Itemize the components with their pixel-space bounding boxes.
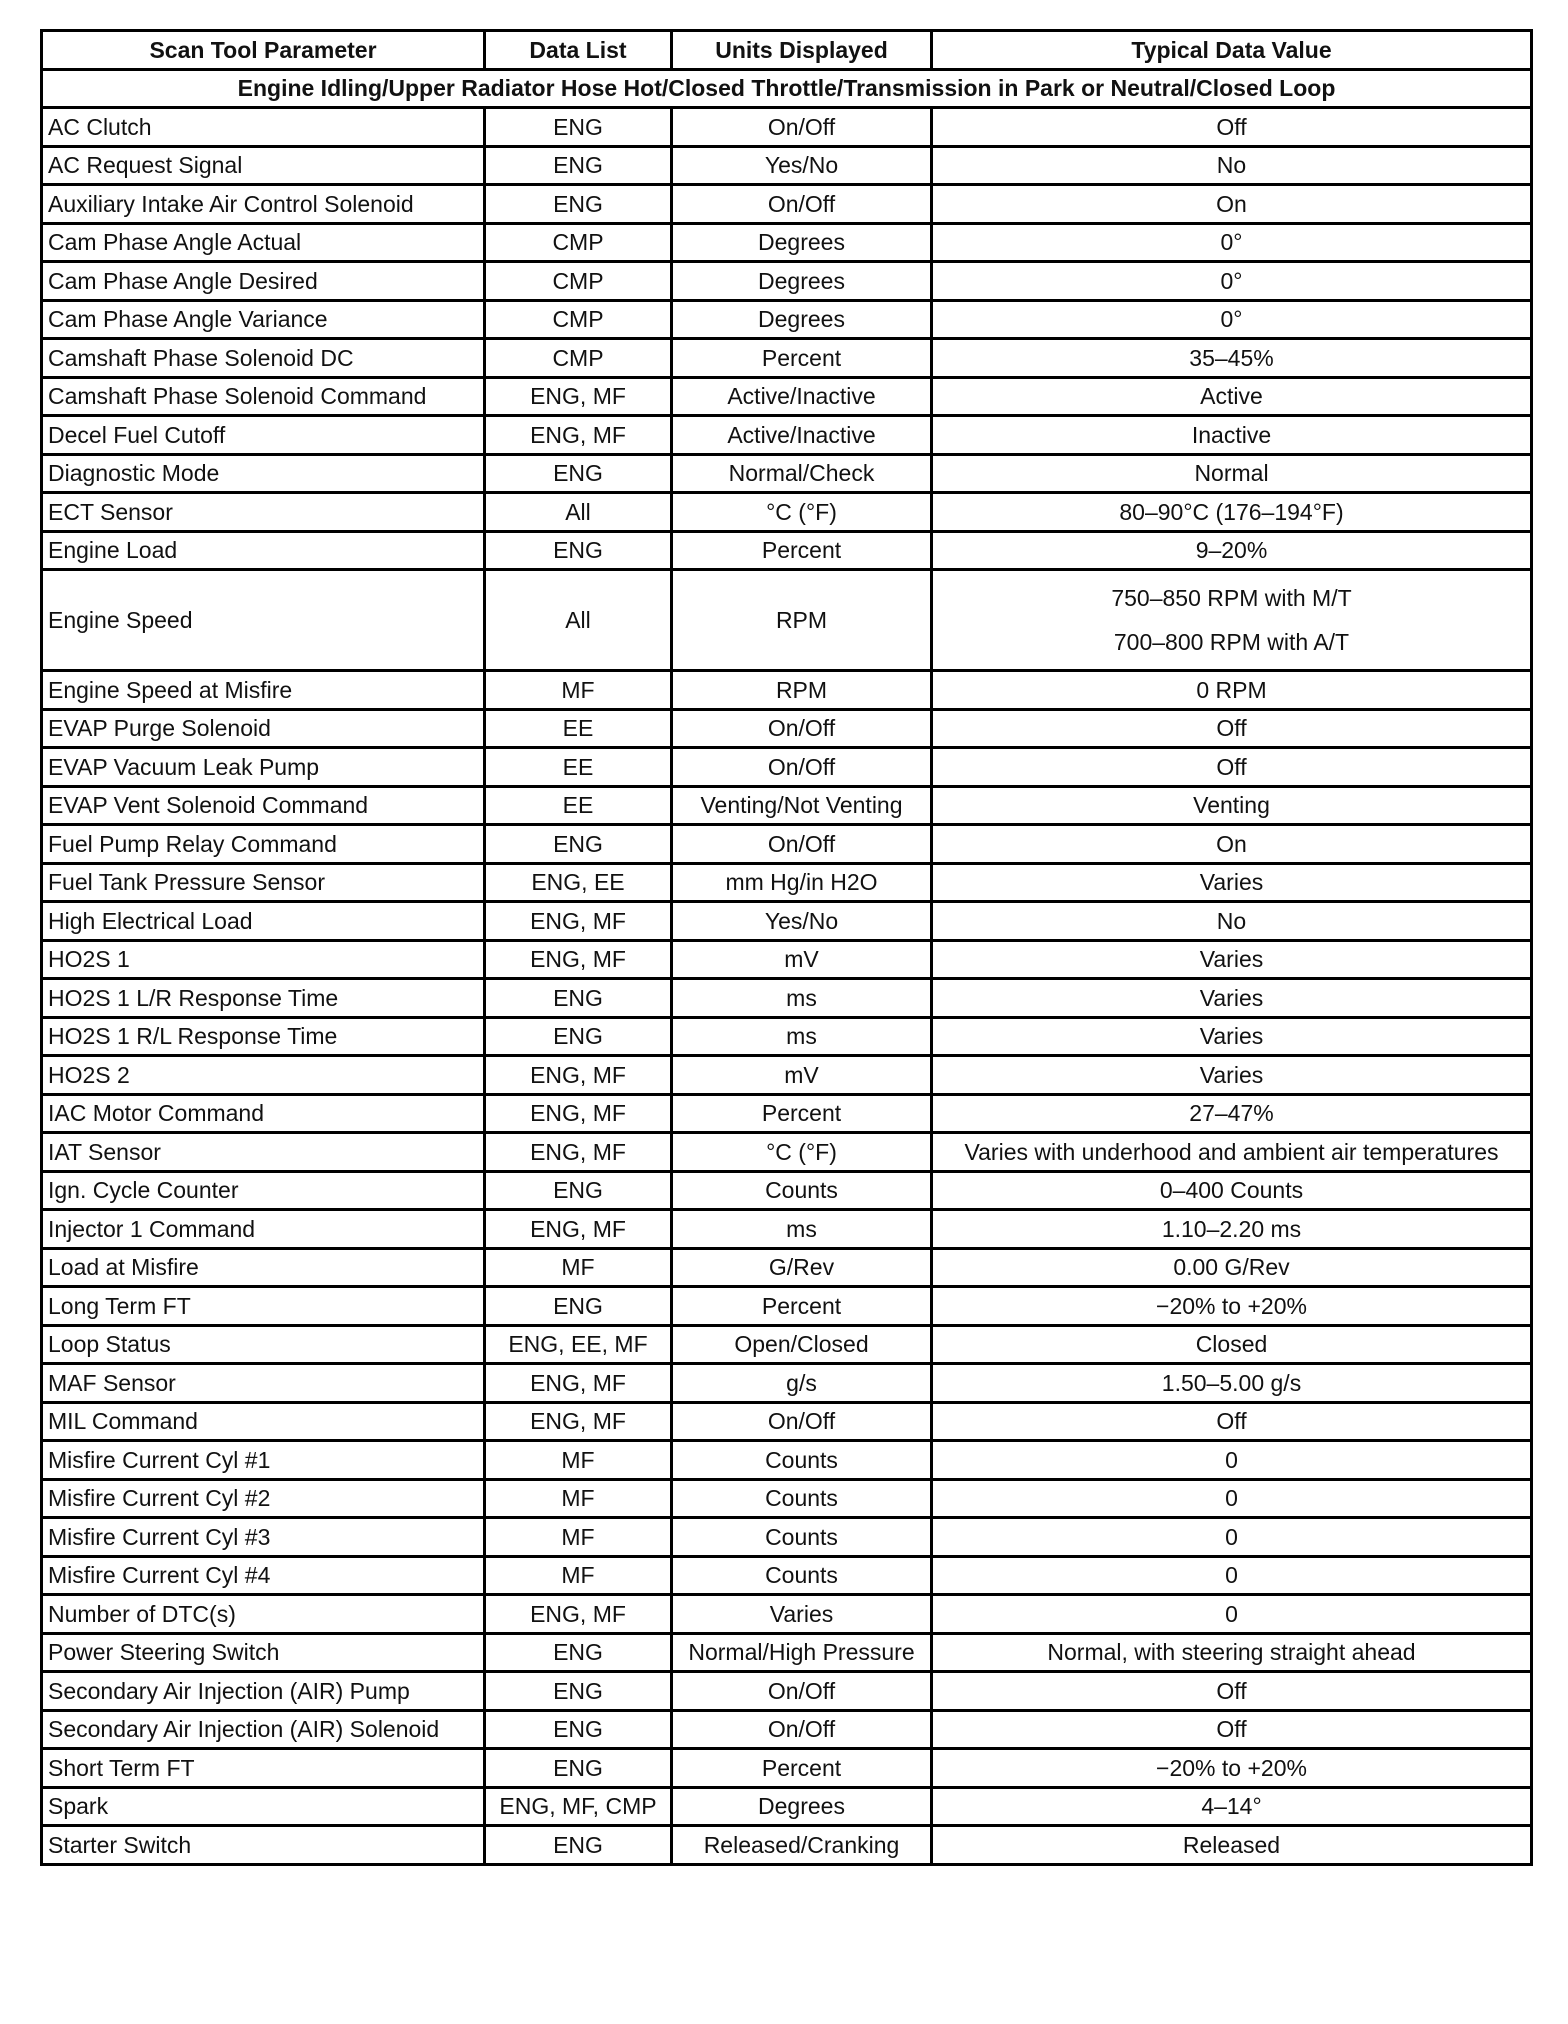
cell-data-list: ENG xyxy=(485,825,672,864)
cell-data-list: ENG, MF xyxy=(485,1056,672,1095)
table-row xyxy=(42,1402,1532,1441)
table-row xyxy=(42,1210,1532,1249)
cell-units: Percent xyxy=(672,339,932,378)
table-row xyxy=(42,748,1532,787)
cell-parameter: Misfire Current Cyl #4 xyxy=(42,1556,485,1595)
cell-parameter: AC Clutch xyxy=(42,108,485,147)
cell-parameter: HO2S 1 L/R Response Time xyxy=(42,979,485,1018)
cell-data-list: ENG xyxy=(485,1749,672,1788)
cell-units: Degrees xyxy=(672,300,932,339)
cell-parameter: Diagnostic Mode xyxy=(42,454,485,493)
cell-parameter: Secondary Air Injection (AIR) Pump xyxy=(42,1672,485,1711)
table-row xyxy=(42,146,1532,185)
cell-typical-value: 1.10–2.20 ms xyxy=(932,1210,1532,1249)
cell-units: Counts xyxy=(672,1171,932,1210)
cell-data-list: ENG, MF xyxy=(485,1210,672,1249)
cell-units: ms xyxy=(672,1210,932,1249)
cell-typical-value: Varies xyxy=(932,863,1532,902)
cell-typical-value: 0 xyxy=(932,1518,1532,1557)
cell-parameter: MAF Sensor xyxy=(42,1364,485,1403)
cell-data-list: MF xyxy=(485,1441,672,1480)
cell-parameter: HO2S 1 R/L Response Time xyxy=(42,1017,485,1056)
cell-data-list: ENG xyxy=(485,146,672,185)
cell-parameter: Short Term FT xyxy=(42,1749,485,1788)
table-row xyxy=(42,300,1532,339)
table-row xyxy=(42,1787,1532,1826)
scan-tool-data-table xyxy=(40,29,1533,1866)
cell-data-list: EE xyxy=(485,748,672,787)
table-row xyxy=(42,493,1532,532)
table-row xyxy=(42,1479,1532,1518)
table-row xyxy=(42,454,1532,493)
cell-typical-value: 0 xyxy=(932,1556,1532,1595)
table-row xyxy=(42,1672,1532,1711)
cell-parameter: Engine Speed xyxy=(42,570,485,671)
cell-typical-value: Off xyxy=(932,1402,1532,1441)
cell-parameter: Cam Phase Angle Desired xyxy=(42,262,485,301)
cell-typical-value: Closed xyxy=(932,1325,1532,1364)
cell-data-list: MF xyxy=(485,1556,672,1595)
cell-parameter: Misfire Current Cyl #3 xyxy=(42,1518,485,1557)
cell-data-list: ENG, MF xyxy=(485,902,672,941)
cell-typical-value: 0–400 Counts xyxy=(932,1171,1532,1210)
table-row xyxy=(42,108,1532,147)
cell-data-list: ENG, MF xyxy=(485,1094,672,1133)
cell-parameter: Misfire Current Cyl #1 xyxy=(42,1441,485,1480)
cell-units: RPM xyxy=(672,570,932,671)
cell-parameter: Spark xyxy=(42,1787,485,1826)
cell-data-list: ENG xyxy=(485,1633,672,1672)
cell-typical-value: Inactive xyxy=(932,416,1532,455)
cell-data-list: ENG, MF xyxy=(485,940,672,979)
cell-parameter: Number of DTC(s) xyxy=(42,1595,485,1634)
cell-units: RPM xyxy=(672,671,932,710)
cell-parameter: HO2S 1 xyxy=(42,940,485,979)
cell-units: Released/Cranking xyxy=(672,1826,932,1865)
cell-data-list: MF xyxy=(485,1518,672,1557)
cell-parameter: High Electrical Load xyxy=(42,902,485,941)
table-row xyxy=(42,1749,1532,1788)
cell-typical-value: 35–45% xyxy=(932,339,1532,378)
table-row xyxy=(42,223,1532,262)
table-row xyxy=(42,1364,1532,1403)
cell-data-list: ENG xyxy=(485,454,672,493)
cell-units: Yes/No xyxy=(672,146,932,185)
cell-data-list: MF xyxy=(485,1248,672,1287)
table-row xyxy=(42,1633,1532,1672)
cell-units: On/Off xyxy=(672,185,932,224)
cell-typical-value: Normal xyxy=(932,454,1532,493)
cell-parameter: EVAP Purge Solenoid xyxy=(42,709,485,748)
table-row xyxy=(42,531,1532,570)
cell-data-list: ENG xyxy=(485,185,672,224)
cell-typical-value: No xyxy=(932,902,1532,941)
typical-value-line: 750–850 RPM with M/T xyxy=(1111,585,1352,611)
cell-typical-value: −20% to +20% xyxy=(932,1287,1532,1326)
cell-parameter: Auxiliary Intake Air Control Solenoid xyxy=(42,185,485,224)
cell-data-list: CMP xyxy=(485,262,672,301)
cell-units: °C (°F) xyxy=(672,493,932,532)
cell-typical-value: 0 xyxy=(932,1595,1532,1634)
cell-parameter: IAC Motor Command xyxy=(42,1094,485,1133)
section-title: Engine Idling/Upper Radiator Hose Hot/Closed Throttle/Transmission in Park or Neutral/Closed Loop xyxy=(42,69,1532,108)
cell-parameter: Decel Fuel Cutoff xyxy=(42,416,485,455)
cell-units: Percent xyxy=(672,1094,932,1133)
cell-typical-value: 80–90°C (176–194°F) xyxy=(932,493,1532,532)
cell-units: Yes/No xyxy=(672,902,932,941)
cell-data-list: ENG, MF, CMP xyxy=(485,1787,672,1826)
cell-parameter: ECT Sensor xyxy=(42,493,485,532)
cell-units: On/Off xyxy=(672,825,932,864)
cell-units: mm Hg/in H2O xyxy=(672,863,932,902)
cell-units: Degrees xyxy=(672,1787,932,1826)
cell-typical-value: 0 RPM xyxy=(932,671,1532,710)
table-row xyxy=(42,1826,1532,1865)
cell-typical-value: 0 xyxy=(932,1479,1532,1518)
cell-typical-value: 27–47% xyxy=(932,1094,1532,1133)
cell-data-list: ENG, MF xyxy=(485,1595,672,1634)
cell-data-list: ENG xyxy=(485,108,672,147)
cell-data-list: ENG, MF xyxy=(485,416,672,455)
cell-units: Degrees xyxy=(672,223,932,262)
header-parameter: Scan Tool Parameter xyxy=(42,31,485,70)
cell-parameter: MIL Command xyxy=(42,1402,485,1441)
cell-typical-value: Varies xyxy=(932,979,1532,1018)
cell-units: Active/Inactive xyxy=(672,377,932,416)
cell-units: Counts xyxy=(672,1441,932,1480)
cell-units: ms xyxy=(672,979,932,1018)
header-data-list: Data List xyxy=(485,31,672,70)
cell-data-list: ENG, MF xyxy=(485,1133,672,1172)
table-row xyxy=(42,1595,1532,1634)
cell-parameter: Long Term FT xyxy=(42,1287,485,1326)
header-row xyxy=(42,31,1532,70)
table-row xyxy=(42,570,1532,671)
table-row xyxy=(42,1171,1532,1210)
cell-typical-value: Varies xyxy=(932,1056,1532,1095)
cell-units: °C (°F) xyxy=(672,1133,932,1172)
cell-units: Percent xyxy=(672,531,932,570)
cell-parameter: Ign. Cycle Counter xyxy=(42,1171,485,1210)
table-row xyxy=(42,979,1532,1018)
cell-units: Degrees xyxy=(672,262,932,301)
table-row xyxy=(42,709,1532,748)
cell-parameter: Load at Misfire xyxy=(42,1248,485,1287)
table-row xyxy=(42,1248,1532,1287)
cell-typical-value: 0 xyxy=(932,1441,1532,1480)
cell-data-list: ENG xyxy=(485,1710,672,1749)
cell-parameter: Power Steering Switch xyxy=(42,1633,485,1672)
cell-units: Open/Closed xyxy=(672,1325,932,1364)
cell-data-list: ENG xyxy=(485,1287,672,1326)
cell-parameter: Camshaft Phase Solenoid Command xyxy=(42,377,485,416)
cell-units: Counts xyxy=(672,1518,932,1557)
cell-typical-value: Off xyxy=(932,1710,1532,1749)
cell-data-list: CMP xyxy=(485,300,672,339)
cell-units: On/Off xyxy=(672,748,932,787)
cell-units: G/Rev xyxy=(672,1248,932,1287)
cell-parameter: Secondary Air Injection (AIR) Solenoid xyxy=(42,1710,485,1749)
typical-value-line: 700–800 RPM with A/T xyxy=(1113,629,1350,655)
cell-units: Percent xyxy=(672,1749,932,1788)
cell-data-list: CMP xyxy=(485,223,672,262)
cell-units: Normal/High Pressure xyxy=(672,1633,932,1672)
cell-units: g/s xyxy=(672,1364,932,1403)
cell-data-list: ENG xyxy=(485,1017,672,1056)
cell-data-list: ENG xyxy=(485,1672,672,1711)
cell-data-list: ENG, MF xyxy=(485,377,672,416)
table-row xyxy=(42,1556,1532,1595)
cell-typical-value: 9–20% xyxy=(932,531,1532,570)
cell-units: Percent xyxy=(672,1287,932,1326)
section-row xyxy=(42,69,1532,108)
cell-parameter: Engine Speed at Misfire xyxy=(42,671,485,710)
cell-typical-value: 0° xyxy=(932,262,1532,301)
cell-parameter: Loop Status xyxy=(42,1325,485,1364)
cell-typical-value: Off xyxy=(932,748,1532,787)
cell-parameter: IAT Sensor xyxy=(42,1133,485,1172)
cell-parameter: HO2S 2 xyxy=(42,1056,485,1095)
cell-units: On/Off xyxy=(672,1672,932,1711)
cell-data-list: CMP xyxy=(485,339,672,378)
cell-units: Active/Inactive xyxy=(672,416,932,455)
table-row xyxy=(42,863,1532,902)
cell-typical-value: 1.50–5.00 g/s xyxy=(932,1364,1532,1403)
cell-units: Counts xyxy=(672,1479,932,1518)
cell-typical-value: Off xyxy=(932,1672,1532,1711)
cell-units: On/Off xyxy=(672,1402,932,1441)
table-row xyxy=(42,1710,1532,1749)
table-row xyxy=(42,185,1532,224)
table-row xyxy=(42,377,1532,416)
cell-typical-value: Varies with underhood and ambient air temperatures xyxy=(932,1133,1532,1172)
cell-typical-value: −20% to +20% xyxy=(932,1749,1532,1788)
cell-parameter: Cam Phase Angle Actual xyxy=(42,223,485,262)
table-row xyxy=(42,1056,1532,1095)
cell-typical-value: 0° xyxy=(932,300,1532,339)
cell-parameter: EVAP Vacuum Leak Pump xyxy=(42,748,485,787)
table-row xyxy=(42,1287,1532,1326)
cell-typical-value: Venting xyxy=(932,786,1532,825)
cell-units: Venting/Not Venting xyxy=(672,786,932,825)
cell-typical-value: Active xyxy=(932,377,1532,416)
cell-typical-value: On xyxy=(932,825,1532,864)
cell-data-list: MF xyxy=(485,1479,672,1518)
cell-typical-value: Varies xyxy=(932,1017,1532,1056)
cell-data-list: ENG xyxy=(485,1171,672,1210)
table-row xyxy=(42,940,1532,979)
cell-parameter: Fuel Tank Pressure Sensor xyxy=(42,863,485,902)
cell-parameter: Fuel Pump Relay Command xyxy=(42,825,485,864)
cell-units: ms xyxy=(672,1017,932,1056)
cell-data-list: EE xyxy=(485,786,672,825)
cell-data-list: ENG, EE xyxy=(485,863,672,902)
cell-data-list: ENG, MF xyxy=(485,1402,672,1441)
cell-typical-value: Off xyxy=(932,108,1532,147)
cell-typical-value: Varies xyxy=(932,940,1532,979)
cell-data-list: MF xyxy=(485,671,672,710)
cell-units: On/Off xyxy=(672,709,932,748)
cell-parameter: Engine Load xyxy=(42,531,485,570)
table-row xyxy=(42,902,1532,941)
cell-typical-value: No xyxy=(932,146,1532,185)
cell-parameter: Camshaft Phase Solenoid DC xyxy=(42,339,485,378)
cell-parameter: EVAP Vent Solenoid Command xyxy=(42,786,485,825)
cell-units: mV xyxy=(672,1056,932,1095)
table-row xyxy=(42,825,1532,864)
cell-units: Counts xyxy=(672,1556,932,1595)
cell-data-list: All xyxy=(485,493,672,532)
cell-typical-value: 0.00 G/Rev xyxy=(932,1248,1532,1287)
table-row xyxy=(42,671,1532,710)
cell-data-list: ENG xyxy=(485,979,672,1018)
cell-data-list: EE xyxy=(485,709,672,748)
cell-units: On/Off xyxy=(672,108,932,147)
table-body xyxy=(42,108,1532,1865)
table-row xyxy=(42,1094,1532,1133)
table-row xyxy=(42,786,1532,825)
cell-parameter: Starter Switch xyxy=(42,1826,485,1865)
cell-data-list: ENG, MF xyxy=(485,1364,672,1403)
cell-typical-value: Off xyxy=(932,709,1532,748)
cell-data-list: ENG, EE, MF xyxy=(485,1325,672,1364)
cell-units: Varies xyxy=(672,1595,932,1634)
cell-units: Normal/Check xyxy=(672,454,932,493)
cell-data-list: All xyxy=(485,570,672,671)
cell-parameter: Injector 1 Command xyxy=(42,1210,485,1249)
header-typical-value: Typical Data Value xyxy=(932,31,1532,70)
cell-parameter: Cam Phase Angle Variance xyxy=(42,300,485,339)
cell-typical-value xyxy=(932,570,1532,671)
table-row xyxy=(42,1017,1532,1056)
cell-parameter: Misfire Current Cyl #2 xyxy=(42,1479,485,1518)
table-row xyxy=(42,262,1532,301)
cell-typical-value: Normal, with steering straight ahead xyxy=(932,1633,1532,1672)
table-row xyxy=(42,1133,1532,1172)
cell-data-list: ENG xyxy=(485,531,672,570)
table-row xyxy=(42,416,1532,455)
table-row xyxy=(42,1441,1532,1480)
cell-typical-value: 0° xyxy=(932,223,1532,262)
cell-units: On/Off xyxy=(672,1710,932,1749)
table-row xyxy=(42,339,1532,378)
cell-typical-value: Released xyxy=(932,1826,1532,1865)
cell-typical-value: 4–14° xyxy=(932,1787,1532,1826)
header-units: Units Displayed xyxy=(672,31,932,70)
table-row xyxy=(42,1325,1532,1364)
cell-typical-value: On xyxy=(932,185,1532,224)
table-row xyxy=(42,1518,1532,1557)
cell-data-list: ENG xyxy=(485,1826,672,1865)
cell-parameter: AC Request Signal xyxy=(42,146,485,185)
cell-units: mV xyxy=(672,940,932,979)
